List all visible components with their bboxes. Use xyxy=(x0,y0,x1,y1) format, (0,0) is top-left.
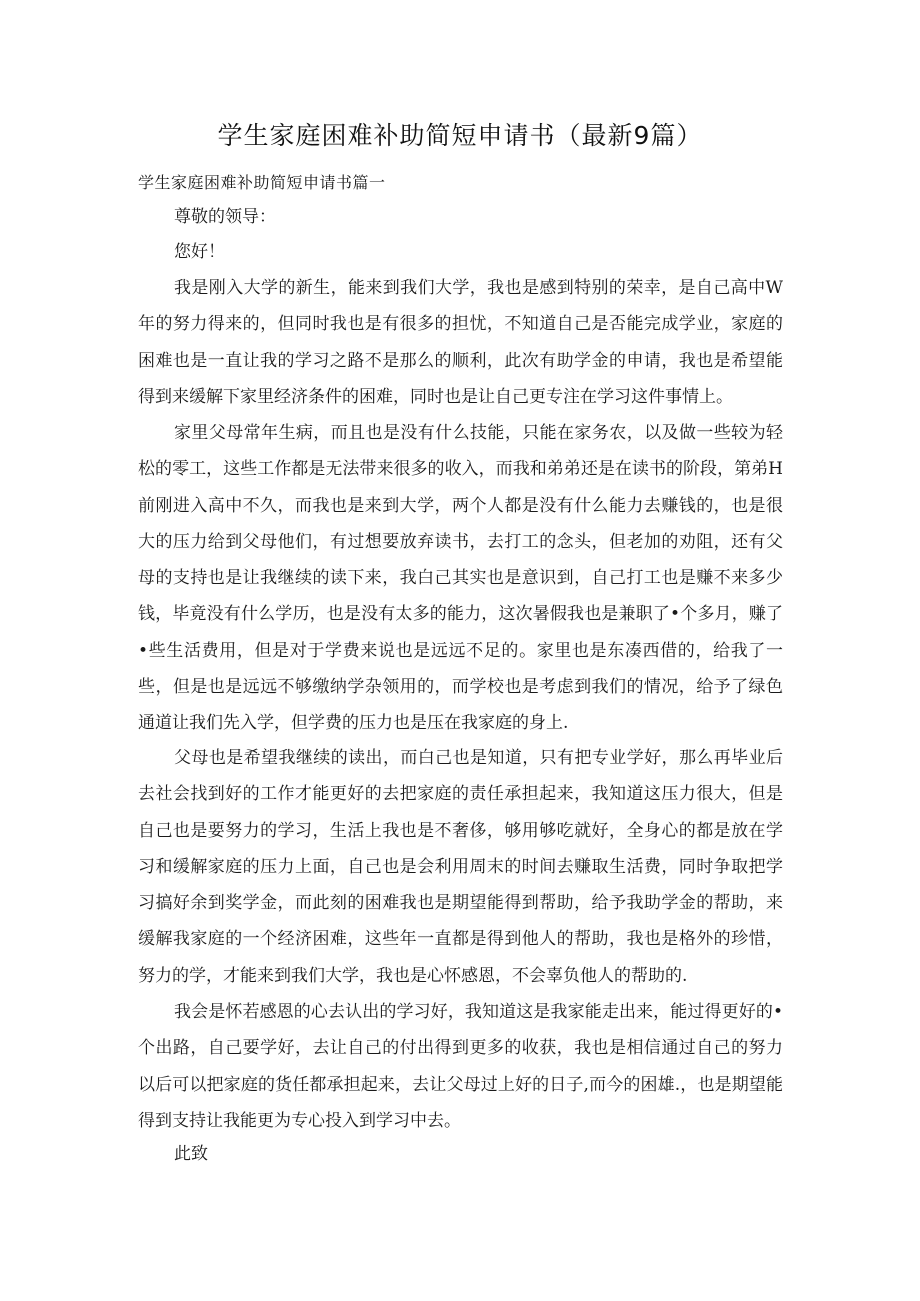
greeting: 您好！ xyxy=(174,242,225,262)
closing: 此致 xyxy=(174,1144,208,1164)
document-title: 学生家庭困难补助简短申请书（最新9篇） xyxy=(217,121,703,150)
section-heading: 学生家庭困难补助简短申请书篇一 xyxy=(138,173,386,192)
body-paragraph-1: 我是刚入大学的新生，能来到我们大学，我也是感到特别的荣幸，是自己高中W年的努力得来的，但同时我也是有很多的担忧，不知道自己是否能完成学业，家庭的困难也是一直让我的学习之路不是那么的顺利，此次有助学金的申请，我也是希望能得到来缓解下家里经济条件的困难，同时也是让自己更专注在学习这件事情上。 xyxy=(138,278,783,407)
body-paragraph-3: 父母也是希望我继续的读出，而白己也是知道，只有把专业学好，那么再毕业后去社会找到好的工作才能更好的去把家庭的责任承担起来，我知道这压力很大，但是自己也是要努力的学习，生活上我也是不奢侈，够用够吃就好，全身心的都是放在学习和缓解家庭的压力上面，自己也是会利用周末的时间去赚取生活费，同时争取把学习搞好余到奖学金，而此刻的困难我也是期望能得到帮助，给予我助学金的帮助，来缓解我家庭的一个经济困难，这些年一直都是得到他人的帮助，我也是格外的珍惜，努力的学，才能来到我们大学，我也是心怀感恩，不会辜负他人的帮助的. xyxy=(138,748,783,986)
body-paragraph-2: 家里父母常年生病，而且也是没有什么技能，只能在家务农，以及做一些较为轻松的零工，这些工作都是无法带来很多的收入，而我和弟弟还是在读书的阶段，第弟H前刚进入高中不久，而我也是来到大学，两个人都是没有什么能力去赚钱的，也是很大的压力给到父母他们，有过想要放弃读书，去打工的念头，但老加的劝阻，还有父母的支持也是让我继续的读下来，我白己其实也是意识到，自己打工也是赚不来多少钱，毕竟没有什么学历，也是没有太多的能力，这次暑假我也是兼职了•个多月，赚了•些生活费用，但是对于学费来说也是远远不足的。家里也是东凑西借的，给我了一些，但是也是远远不够缴纳学杂领用的，而学校也是考虑到我们的情况，给予了绿色通道让我们先入学，但学费的压力也是压在我家庭的身上. xyxy=(138,423,783,734)
body-paragraph-4: 我会是怀若感恩的心去认出的学习好，我知道这是我家能走出来，能过得更好的•个出路，自己要学好，去让自己的付出得到更多的收获，我也是相信通过自己的努力以后可以把家庭的货任都承担起来，去让父母过上好的日子,而今的困雄.，也是期望能得到支持让我能更为专心投入到学习中去。 xyxy=(138,1002,783,1131)
salutation: 尊敬的领导： xyxy=(174,207,276,227)
